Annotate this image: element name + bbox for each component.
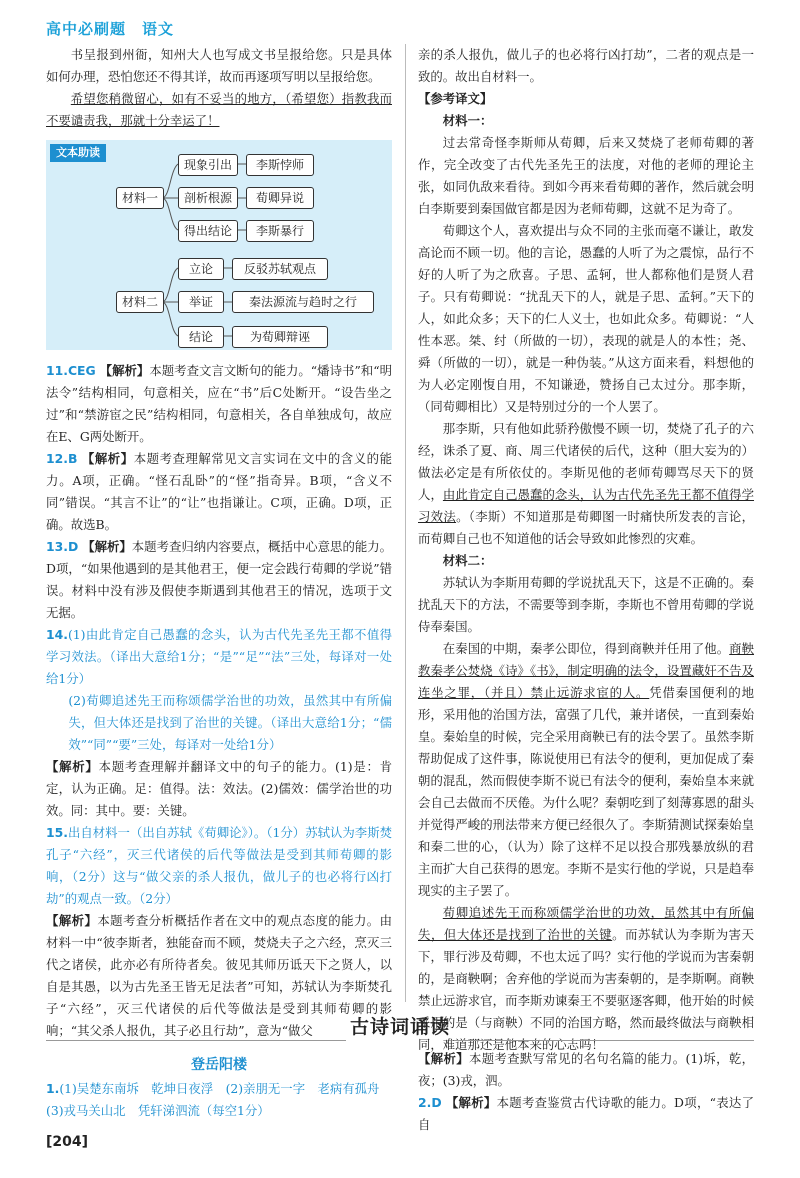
diagram-tag: 文本助读 (50, 144, 106, 162)
poem-q1-analysis: 【解析】本题考查默写常见的名句名篇的能力。(1)坼，乾，夜；(3)戎，泗。 (418, 1051, 754, 1088)
column-divider (405, 44, 406, 1002)
poem-q2-answer: 2.D 【解析】本题考查鉴赏古代诗歌的能力。D项，“表达了自 (418, 1095, 754, 1132)
poem-title: 登岳阳楼 (191, 1057, 247, 1073)
q13-answer: 13.D 【解析】本题考查归纳内容要点，概括中心意思的能力。D项，“如果他遇到的是其他君王，便一定会践行荀卿的学说”错误。材料中没有涉及假使李斯遇到其他君王的情况，选项于文无据。 (46, 539, 393, 620)
m2-argument-detail: 反驳苏轼观点 (232, 258, 328, 280)
q14-answer-1: 14.(1)由此肯定自己愚蠢的念头，认为古代先圣先王都不值得学习效法。（译出大意给1分；“是”“足”“法”三处，每译对一处给1分） (46, 627, 392, 686)
material-two-box: 材料二 (116, 291, 164, 313)
material-one-title: 材料一： (442, 113, 493, 128)
reference-translation-heading: 【参考译文】 (418, 91, 493, 106)
translation-p6: 荀卿追述先王而称颂儒学治世的功效，虽然其中有所偏失，但大体还是找到了治世的关键。而苏轼认为李斯为害天下，罪行涉及荀卿，不也太远了吗？实行他的学说而为害秦朝的，是商鞅啊；舍弃他的学说而为害秦朝的，是李斯啊。商鞅禁止远游求官，而李斯劝谏秦王不要驱逐客卿，他开始的时候采用的是（与商鞅）不同的治国方略，然而最终做法与商鞅相同，难道那还是他本来的心志吗！ (418, 905, 755, 1052)
translation-p1: 过去常奇怪李斯师从荀卿，后来又焚烧了老师荀卿的著作，完全改变了古代先圣先王的法度，对他的老师的理论主张，如同仇敌来看待。到如今再来看荀卿的著作，然后就会明白李斯要到秦国做官都是因为老师荀卿，这就不足为奇了。 (418, 135, 754, 216)
m1-phenomenon-box: 现象引出 (178, 154, 238, 176)
m2-argument-box: 立论 (178, 258, 224, 280)
poem-q1-answer: 1.(1)吴楚东南坼 乾坤日夜浮 (2)亲朋无一字 老病有孤舟 (3)戎马关山北 凭轩涕泗流（每空1分） (46, 1081, 392, 1118)
m1-phenomenon-detail: 李斯悖师 (246, 154, 314, 176)
m2-conclusion-detail: 为荀卿辩诬 (232, 326, 328, 348)
q12-answer: 12.B 【解析】本题考查理解常见文言实词在文中的含义的能力。A项，正确。“怪石乱卧”的“怪”指奇异。B项，“含义不同”错误。“其言不让”的“让”也指谦让。C项，正确。D项，正确。故选B。 (46, 451, 393, 532)
translation-p2: 荀卿这个人，喜欢提出与众不同的主张而毫不谦让，敢发高论而不顾一切。他的言论，愚蠢的人听了为之震惊，品行不好的人听了为之欣喜。子思、孟轲，世人都称他们是贤人君子。只有荀卿说：“扰乱天下的人，就是子思、孟轲。”天下的人，如此众多；天下的仁人义士，也如此众多。荀卿说：“人性本恶。桀、纣（所做的一切），表现的就是人的本性；尧、舜（所做的一切），就是一种伪装。”从这方面来看，料想他的为人必定刚愎自用，不知谦逊，赞扬自己太过分。那李斯，（同荀卿相比）又是特别过分的一个人罢了。 (418, 223, 754, 414)
q14-answer-2: (2)荀卿追述先王而称颂儒学治世的功效，虽然其中有所偏失，但大体还是找到了治世的关键。（译出大意给1分；“儒效”“同”“要”三处，每译对一处给1分） (68, 693, 392, 752)
translation-p5: 在秦国的中期，秦孝公即位，得到商鞅并任用了他。商鞅教秦孝公焚烧《诗》《书》，制定明确的法令，设置藏奸不告及连坐之罪，（并且）禁止远游求宦的人。凭借秦国便利的地形，采用他的治国方法，富强了几代，兼并诸侯，一直到秦始皇。秦始皇的时候，完全采用商鞅已有的法令罢了。虽然李斯帮助促成了这件事，陈说使用已有法令的便利，更加促成了秦朝的混乱，然而假使李斯不说已有法令的便利，秦始皇本来就会自己去做而不厌倦。为什么呢？秦朝吃到了刻薄寡恩的甜头并觉得严峻的刑法带来方便已经很久了。李斯猜测试探秦始皇和秦二世的心，（认为）除了这样不足以投合那残暴放纵的君主而扩大自己获得的恩宠。李斯不是实行他的学说，只是趋奉现实的主子罢了。 (418, 641, 755, 898)
translation-p4: 苏轼认为李斯用荀卿的学说扰乱天下，这是不正确的。秦扰乱天下的方法，不需要等到李斯，李斯也不曾用荀卿的学说侍奉秦国。 (418, 575, 754, 634)
m1-analysis-box: 剖析根源 (178, 187, 238, 209)
m1-analysis-detail: 荀卿异说 (246, 187, 314, 209)
m2-evidence-detail: 秦法源流与趋时之行 (232, 291, 374, 313)
q15-answer: 15.出自材料一（出自苏轼《荀卿论》）。（1分）苏轼认为李斯焚孔子“六经”，灭三代诸侯的后代等做法是受到其师荀卿的影响，（2分）这与“做父亲的杀人报仇，做儿子的也必将行凶打劫”的观点一致。（2分） (46, 825, 392, 906)
q15-analysis: 【解析】本题考查分析概括作者在文中的观点态度的能力。由材料一中“彼李斯者，独能奋而不顾，焚烧夫子之六经，烹灭三代之诸侯，此亦必有所待者矣。彼见其师历诋天下之贤人，以自是其愚，以为古先圣王皆无足法者”可知，苏轼认为李斯焚孔子“六经”，灭三代诸侯的后代等做法是受到其师荀卿的影响；“其父杀人报仇，其子必且行劫”，意为“做父 (46, 913, 393, 1038)
translation-continuation-underlined: 希望您稍微留心，如有不妥当的地方，（希望您）指教我而不要谴责我，那就十分幸运了！ (46, 91, 392, 128)
book-header: 高中必刷题 语文 (46, 20, 175, 38)
m1-conclusion-box: 得出结论 (178, 220, 238, 242)
material-two-title: 材料二： (442, 553, 493, 568)
section-rule-right (454, 1040, 754, 1041)
left-column (46, 44, 392, 1042)
page-number: [204] (46, 1134, 89, 1150)
m1-conclusion-detail: 李斯暴行 (246, 220, 314, 242)
m2-conclusion-box: 结论 (178, 326, 224, 348)
translation-p3: 那李斯，只有他如此骄矜傲慢不顾一切，焚烧了孔子的六经，诛杀了夏、商、周三代诸侯的后代，这种（胆大妄为的）做法必定是有所依仗的。李斯见他的老师荀卿骂尽天下的贤人，由此肯定自己愚蠢的念头，认为古代先圣先王都不值得学习效法。（李斯）不知道那是荀卿图一时痛快所发表的言论，而荀卿自己也不知道他的话会导致如此惨烈的灾难。 (418, 421, 755, 546)
text-reading-diagram (46, 140, 392, 350)
right-column (418, 44, 754, 1056)
q15-analysis-continued: 亲的杀人报仇，做儿子的也必将行凶打劫”，二者的观点是一致的。故出自材料一。 (418, 47, 754, 84)
poem-analysis (418, 1048, 754, 1136)
material-one-box: 材料一 (116, 187, 164, 209)
section-title: 古诗词诵读 (349, 1016, 450, 1038)
section-rule-left (46, 1040, 346, 1041)
m2-evidence-box: 举证 (178, 291, 224, 313)
q11-answer: 11.CEG 【解析】本题考查文言文断句的能力。“燔诗书”和“明法令”结构相同，句意相关，应在“书”后C处断开。“设告坐之过”和“禁游宦之民”结构相同，句意相关，各自单独成句，故应在E、G两处断开。 (46, 363, 392, 444)
translation-continuation: 书呈报到州衙，知州大人也写成文书呈报给您。只是具体如何办理，恐怕您还不得其详，故而再逐项写明以呈报给您。 (46, 47, 392, 84)
q14-analysis: 【解析】本题考查理解并翻译文中的句子的能力。(1)是：肯定，认为正确。足：值得。法：效法。(2)儒效：儒学治世的功效。同：其中。要：关键。 (46, 759, 393, 818)
